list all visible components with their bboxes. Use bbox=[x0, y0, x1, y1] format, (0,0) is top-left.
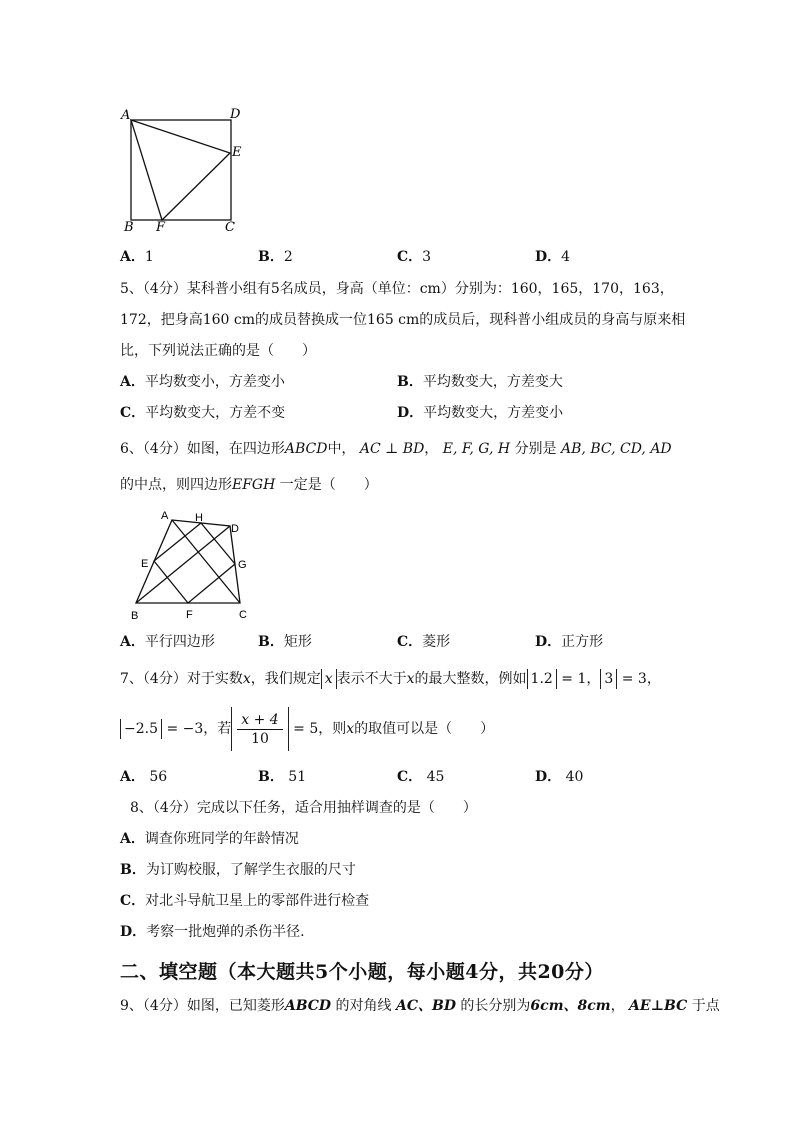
q7-line1: 7、（4分）对于实数x，我们规定 x 表示不大于x的最大整数，例如 1.2 = 1， 3 = 3， bbox=[120, 671, 661, 687]
label-d: D bbox=[231, 523, 239, 535]
label-c: C bbox=[225, 220, 235, 235]
label-b: B bbox=[131, 610, 139, 622]
label-c: C bbox=[239, 609, 247, 621]
q7-option-c[interactable]: C． 45 bbox=[397, 769, 445, 785]
q4-option-d[interactable]: D．4 bbox=[535, 249, 571, 265]
q5-line2: 172，把身高160 cm的成员替换成一位165 cm的成员后，现科普小组成员的身高与原来相 bbox=[120, 312, 686, 328]
q8-option-b[interactable]: B．为订购校服，了解学生衣服的尺寸 bbox=[120, 862, 356, 878]
triangle-aef bbox=[131, 120, 230, 220]
label-f: F bbox=[156, 220, 166, 235]
q5-option-d[interactable]: D．平均数变大，方差变小 bbox=[397, 405, 564, 421]
label-e: E bbox=[141, 558, 149, 570]
q4-option-c[interactable]: C．3 bbox=[397, 249, 432, 265]
q6-option-a[interactable]: A．平行四边形 bbox=[120, 634, 215, 650]
q5-option-c[interactable]: C．平均数变大，方差不变 bbox=[120, 405, 286, 421]
label-f: F bbox=[186, 609, 193, 621]
label-e: E bbox=[232, 145, 242, 160]
q6-option-b[interactable]: B．矩形 bbox=[258, 634, 312, 650]
q6-option-c[interactable]: C．菱形 bbox=[397, 634, 451, 650]
q8-stem: 8、（4分）完成以下任务，适合用抽样调查的是（ ） bbox=[130, 800, 477, 816]
q4-option-a[interactable]: A．1 bbox=[120, 249, 154, 265]
section-heading: 二、填空题（本大题共5个小题，每小题4分，共20分） bbox=[120, 961, 604, 983]
q8-option-d[interactable]: D．考察一批炮弹的杀伤半径. bbox=[120, 924, 305, 940]
q4-option-b[interactable]: B．2 bbox=[258, 249, 293, 265]
label-g: G bbox=[238, 559, 247, 571]
q7-line2: −2.5 = −3，若 $\frac{x + 4}{10}$ = 5，则x的取值可以是（ ） bbox=[120, 707, 494, 751]
q6-option-d[interactable]: D．正方形 bbox=[535, 634, 604, 650]
label-d: D bbox=[230, 107, 241, 122]
quadrilateral-figure bbox=[128, 508, 258, 623]
q5-line3: 比，下列说法正确的是（ ） bbox=[120, 343, 316, 359]
q7-option-d[interactable]: D． 40 bbox=[535, 769, 584, 785]
q5-line1: 5、（4分）某科普小组有5名成员，身高（单位：cm）分别为：160，165，170，163， bbox=[120, 281, 674, 297]
label-b: B bbox=[124, 220, 134, 235]
q8-option-a[interactable]: A．调查你班同学的年龄情况 bbox=[120, 831, 299, 847]
q6-line1: 6、（4分）如图，在四边形ABCD中， AC ⊥ BD， E, F, G, H 分别是 AB, BC, CD, AD bbox=[120, 441, 672, 457]
square-figure bbox=[118, 105, 258, 235]
label-a: A bbox=[161, 510, 169, 522]
label-a: A bbox=[121, 108, 131, 123]
q5-option-a[interactable]: A．平均数变小，方差变小 bbox=[120, 374, 285, 390]
q8-option-c[interactable]: C．对北斗导航卫星上的零部件进行检查 bbox=[120, 893, 370, 909]
diagonal-ac bbox=[172, 520, 240, 603]
q7-option-a[interactable]: A． 56 bbox=[120, 769, 168, 785]
q6-line2: 的中点，则四边形EFGH 一定是（ ） bbox=[120, 477, 378, 493]
q7-option-b[interactable]: B． 51 bbox=[258, 769, 307, 785]
label-h: H bbox=[195, 512, 203, 524]
q9-line1: 9、（4分）如图，已知菱形ABCD 的对角线 AC、BD 的长分别为6cm、8cm， AE⊥BC 于点 bbox=[120, 998, 720, 1014]
q5-option-b[interactable]: B．平均数变大，方差变大 bbox=[397, 374, 563, 390]
